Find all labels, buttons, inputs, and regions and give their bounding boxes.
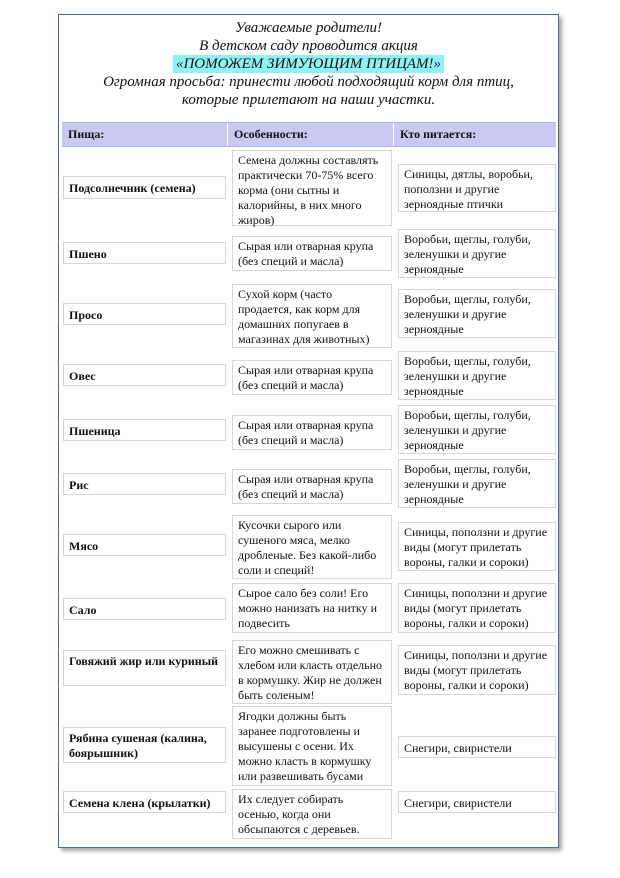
food-features: Кусочки сырого или сушеного мяса, мелко дробленые. Без какой-либо соли и специй! [232,515,392,579]
birds-eating: Воробьи, щеглы, голуби, зеленушки и другие зерноядные [398,229,556,278]
food-features: Его можно смешивать с хлебом или класть отдельно в кормушку. Жир не должен быть соленым! [232,640,392,704]
header-food: Пища: [62,123,228,146]
table-row [62,228,556,283]
header-who-eats: Кто питается: [400,127,477,141]
food-features: Семена должны составлять практически 70-75% всего корма (они сытны и калорийны, в них много жиров) [232,150,392,226]
greeting: Уважаемые родители! [234,20,383,36]
bird-food-table [62,122,556,841]
table-row [62,581,556,639]
food-features: Сырое сало без соли! Его можно нанизать на нитку и подвесить [232,583,392,633]
food-name: Мясо [63,534,226,556]
table-row [62,706,556,789]
food-name: Подсолнечник (семена) [63,176,226,199]
campaign-intro: В детском саду проводится акция [199,38,418,54]
food-name: Сало [63,598,226,620]
announcement-header [59,19,558,109]
food-name: Говяжий жир или куриный [63,650,226,686]
birds-eating: Синицы, дятлы, воробьи, поползни и другие зерноядные птички [398,164,556,212]
table-row [62,348,556,403]
campaign-title: «ПОМОЖЕМ ЗИМУЮЩИМ ПТИЦАМ!» [173,55,444,73]
food-features: Сырая или отварная крупа (без специй и масла) [232,415,392,450]
header-features: Особенности: [228,123,394,146]
food-features: Ягодки должны быть заранее подготовлены и высушены с осени. Их можно класть в кормушку или развешивать бусами [232,706,392,786]
birds-eating: Синицы, поползни и другие виды (могут прилетать вороны, галки и сороки) [398,645,556,695]
request-line: Огромная просьба: принести любой подходящий корм для птиц, [103,74,514,90]
food-name: Семена клена (крылатки) [63,791,226,813]
food-name: Пшено [63,242,226,264]
food-name: Рябина сушеная (калина, боярышник) [63,727,226,763]
food-name: Рис [63,473,226,495]
food-name: Просо [63,303,226,325]
table-row [62,639,556,706]
birds-eating: Воробьи, щеглы, голуби, зеленушки и другие зерноядные [398,351,556,400]
table-header [62,122,556,147]
birds-eating: Снегири, свиристели [398,791,556,813]
birds-eating: Воробьи, щеглы, голуби, зеленушки и другие зерноядные [398,289,556,338]
birds-eating: Синицы, поползни и другие виды (могут прилетать вороны, галки и сороки) [398,583,556,633]
table-row [62,457,556,512]
food-features: Их следует собирать осенью, когда они обсыпаются с деревьев. [232,789,392,839]
food-features: Сухой корм (часто продается, как корм для домашних попугаев в магазинах для животных) [232,284,392,348]
table-row [62,512,556,581]
food-name: Овес [63,364,226,386]
birds-eating: Снегири, свиристели [398,736,556,758]
birds-eating: Синицы, поползни и другие виды (могут прилетать вороны, галки и сороки) [398,522,556,571]
food-name: Пшеница [63,419,226,441]
birds-eating: Воробьи, щеглы, голуби, зеленушки и другие зерноядные [398,459,556,508]
food-features: Сырая или отварная крупа (без специй и масла) [232,236,392,271]
table-row [62,403,556,457]
table-row [62,147,556,228]
page-frame [58,14,559,848]
request-line-continued: которые прилетают на наши участки. [181,92,436,108]
birds-eating: Воробьи, щеглы, голуби, зеленушки и другие зерноядные [398,405,556,454]
food-features: Сырая или отварная крупа (без специй и масла) [232,360,392,395]
table-row [62,283,556,348]
food-features: Сырая или отварная крупа (без специй и масла) [232,469,392,504]
table-row [62,789,556,841]
